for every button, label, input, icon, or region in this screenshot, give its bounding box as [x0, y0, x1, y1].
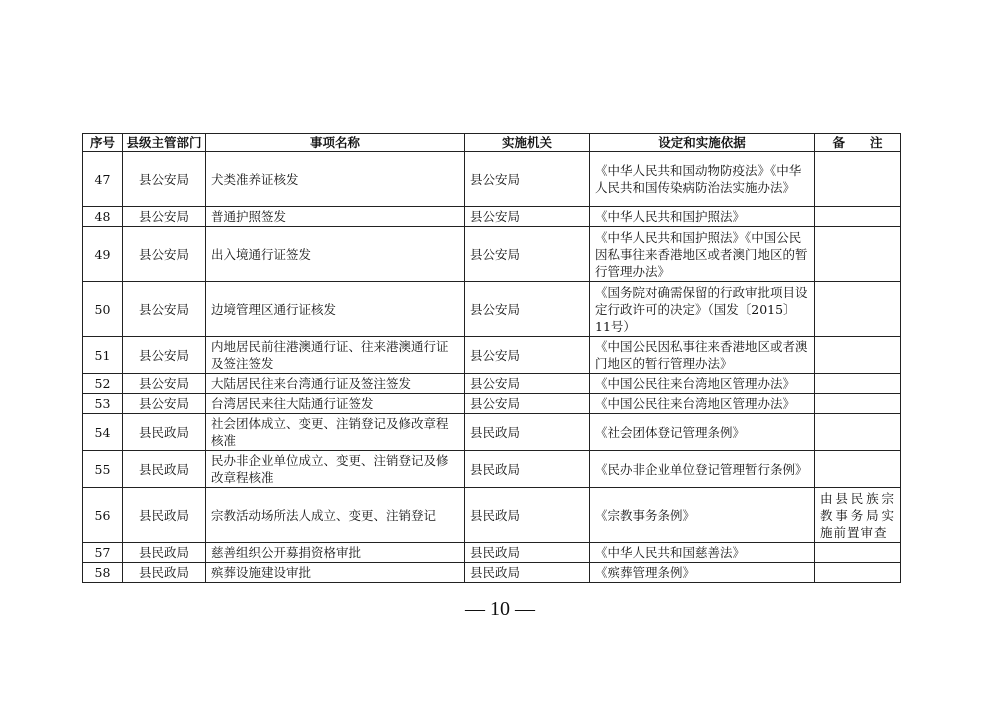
- row-department: 县公安局: [123, 337, 206, 374]
- row-department: 县公安局: [123, 374, 206, 394]
- row-serial: 48: [83, 207, 123, 227]
- table-row: [83, 207, 901, 227]
- row-remarks: [815, 414, 901, 451]
- header-serial: 序号: [83, 134, 123, 152]
- basis-entry: 《民办非企业单位登记管理暂行条例》: [595, 461, 808, 477]
- row-implementing-agency: 县公安局: [465, 374, 590, 394]
- table-header: [83, 134, 901, 152]
- row-department: 县公安局: [123, 207, 206, 227]
- table-row: [83, 282, 901, 337]
- basis-entry: 《国务院对确需保留的行政审批项目设定行政许可的决定》（国发〔2015〕11号）: [595, 284, 808, 334]
- table-row: [83, 488, 901, 543]
- basis-entry: 《中华人民共和国护照法》: [595, 209, 746, 224]
- row-implementing-agency: 县公安局: [465, 207, 590, 227]
- row-legal-basis: [590, 282, 815, 337]
- row-department: 县民政局: [123, 488, 206, 543]
- row-department: 县公安局: [123, 152, 206, 207]
- row-legal-basis: [590, 414, 815, 451]
- basis-entry: 《社会团体登记管理条例》: [595, 424, 746, 440]
- basis-entry: 《中国公民往来台湾地区管理办法》: [595, 376, 796, 391]
- row-item-name: 社会团体成立、变更、注销登记及修改章程核准: [206, 414, 465, 451]
- row-legal-basis: [590, 563, 815, 583]
- row-serial: 53: [83, 394, 123, 414]
- row-serial: 51: [83, 337, 123, 374]
- row-item-name: 边境管理区通行证核发: [206, 282, 465, 337]
- row-remarks: [815, 207, 901, 227]
- basis-entry: 《中国公民因私事往来香港地区或者澳门地区的暂行管理办法》: [595, 339, 808, 371]
- table-row: [83, 337, 901, 374]
- row-item-name: 慈善组织公开募捐资格审批: [206, 543, 465, 563]
- row-implementing-agency: 县民政局: [465, 451, 590, 488]
- table-row: [83, 543, 901, 563]
- page-number: — 10 —: [465, 598, 535, 620]
- basis-entry: 《中华人民共和国护照法》: [595, 229, 746, 245]
- table-row: [83, 414, 901, 451]
- table-body: [83, 152, 901, 583]
- basis-entry: 《中国公民往来台湾地区管理办法》: [595, 396, 796, 411]
- header-remarks: 备 注: [815, 134, 901, 152]
- row-implementing-agency: 县民政局: [465, 414, 590, 451]
- row-implementing-agency: 县民政局: [465, 543, 590, 563]
- row-item-name: 内地居民前往港澳通行证、往来港澳通行证及签注签发: [206, 337, 465, 374]
- header-row: [83, 134, 901, 152]
- table-row: [83, 374, 901, 394]
- row-serial: 52: [83, 374, 123, 394]
- row-serial: 54: [83, 414, 123, 451]
- basis-entry: 《中国公民因私事往来香港地区或者澳门地区的暂行管理办法》: [595, 229, 808, 279]
- row-serial: 47: [83, 152, 123, 207]
- row-remarks: [815, 337, 901, 374]
- row-legal-basis: [590, 374, 815, 394]
- row-remarks: [815, 394, 901, 414]
- row-serial: 58: [83, 563, 123, 583]
- row-department: 县民政局: [123, 451, 206, 488]
- row-department: 县公安局: [123, 394, 206, 414]
- row-implementing-agency: 县公安局: [465, 152, 590, 207]
- row-legal-basis: [590, 488, 815, 543]
- row-item-name: 出入境通行证签发: [206, 227, 465, 282]
- basis-entry: 《殡葬管理条例》: [595, 565, 696, 580]
- table-row: [83, 394, 901, 414]
- row-item-name: 民办非企业单位成立、变更、注销登记及修改章程核准: [206, 451, 465, 488]
- row-remarks: [815, 152, 901, 207]
- header-department: 县级主管部门: [123, 134, 206, 152]
- row-legal-basis: [590, 207, 815, 227]
- row-implementing-agency: 县公安局: [465, 227, 590, 282]
- row-serial: 55: [83, 451, 123, 488]
- header-item-name: 事项名称: [206, 134, 465, 152]
- row-implementing-agency: 县公安局: [465, 394, 590, 414]
- basis-entry: 《宗教事务条例》: [595, 507, 696, 523]
- header-legal-basis: 设定和实施依据: [590, 134, 815, 152]
- row-legal-basis: [590, 394, 815, 414]
- row-department: 县民政局: [123, 543, 206, 563]
- row-implementing-agency: 县公安局: [465, 282, 590, 337]
- row-serial: 57: [83, 543, 123, 563]
- approval-items-table: [82, 133, 901, 583]
- row-remarks: [815, 563, 901, 583]
- row-item-name: 犬类准养证核发: [206, 152, 465, 207]
- basis-entry: 《中华人民共和国慈善法》: [595, 545, 746, 560]
- row-legal-basis: [590, 337, 815, 374]
- row-remarks: [815, 282, 901, 337]
- row-implementing-agency: 县民政局: [465, 563, 590, 583]
- row-legal-basis: [590, 227, 815, 282]
- header-implementing-agency: 实施机关: [465, 134, 590, 152]
- row-item-name: 大陆居民往来台湾通行证及签注签发: [206, 374, 465, 394]
- row-item-name: 殡葬设施建设审批: [206, 563, 465, 583]
- row-remarks: 由县民族宗教事务局实施前置审查: [815, 488, 901, 543]
- row-item-name: 台湾居民来往大陆通行证签发: [206, 394, 465, 414]
- row-serial: 50: [83, 282, 123, 337]
- row-implementing-agency: 县民政局: [465, 488, 590, 543]
- row-legal-basis: [590, 451, 815, 488]
- row-serial: 49: [83, 227, 123, 282]
- table-row: [83, 563, 901, 583]
- row-remarks: [815, 451, 901, 488]
- table-row: [83, 152, 901, 207]
- row-remarks: [815, 543, 901, 563]
- row-remarks: [815, 227, 901, 282]
- row-remarks: [815, 374, 901, 394]
- basis-entry: 《中华人民共和国动物防疫法》: [595, 163, 771, 178]
- row-department: 县公安局: [123, 227, 206, 282]
- row-department: 县民政局: [123, 563, 206, 583]
- basis-entry: 《中华人民共和国传染病防治法实施办法》: [595, 163, 802, 195]
- row-serial: 56: [83, 488, 123, 543]
- row-legal-basis: [590, 152, 815, 207]
- table-row: [83, 227, 901, 282]
- table-row: [83, 451, 901, 488]
- row-item-name: 宗教活动场所法人成立、变更、注销登记: [206, 488, 465, 543]
- row-item-name: 普通护照签发: [206, 207, 465, 227]
- row-department: 县民政局: [123, 414, 206, 451]
- row-department: 县公安局: [123, 282, 206, 337]
- row-implementing-agency: 县公安局: [465, 337, 590, 374]
- row-legal-basis: [590, 543, 815, 563]
